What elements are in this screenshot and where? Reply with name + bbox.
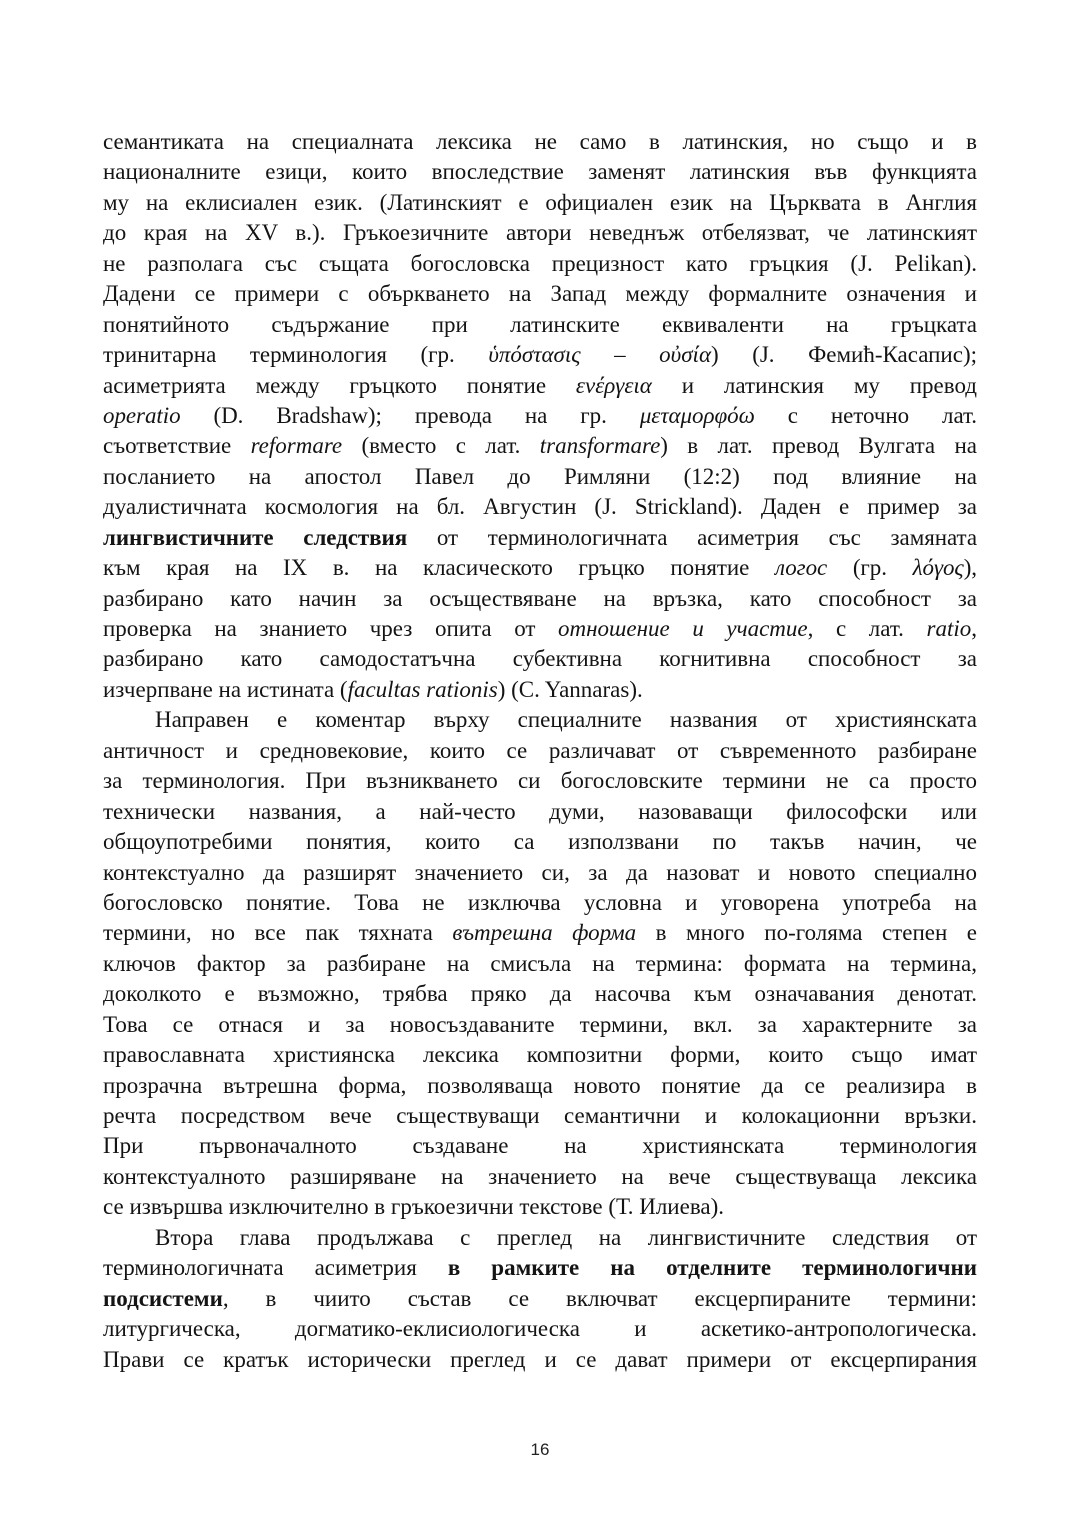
text-line [103, 736, 977, 766]
text-line [103, 766, 977, 796]
text-line [103, 797, 977, 827]
text-line [103, 1131, 977, 1161]
text-segment: семантиката на специалната лексика не само в латинския, но също и в [103, 129, 977, 154]
text-segment: ) (J. Фемић-Касапис); [711, 342, 977, 368]
text-segment: , с лат. [807, 616, 927, 641]
text-segment: античност и средновековие, които се различават от съвременното разбиране [103, 737, 977, 763]
italic-term: ὑπόστασις – οὐσία [488, 342, 712, 368]
text-line [103, 401, 977, 431]
text-segment: православната християнска лексика композитни форми, които също имат [103, 1042, 977, 1068]
text-segment: дуалистичната космология на бл. Августин (J. Strickland). Даден е пример за [103, 494, 977, 520]
italic-term: отношение и участие [558, 616, 808, 641]
text-line [103, 918, 977, 948]
text-segment: речта посредством вече съществуващи семантични и колокационни връзки. [103, 1103, 977, 1128]
bold-phrase: лингвистичните следствия [103, 524, 408, 550]
text-segment: ) (C. Yannaras). [497, 676, 643, 702]
text-line [103, 644, 977, 674]
body-text [103, 127, 977, 1375]
text-line [103, 1192, 977, 1222]
text-line [103, 1314, 977, 1344]
text-segment: се извършва изключително в гръкоезични текстове (Т. Илиева). [103, 1194, 724, 1220]
text-segment: богословско понятие. Това не изключва условна и уговорена употреба на [103, 889, 977, 915]
text-segment: посланието на апостол Павел до Римляни (12:2) под влияние на [103, 463, 977, 489]
italic-term: логос [774, 555, 828, 581]
text-line [103, 188, 977, 218]
text-segment: ключов фактор за разбиране на смисъла на термина: формата на термина, [103, 950, 977, 976]
text-line [103, 979, 977, 1009]
text-line [103, 1345, 977, 1375]
text-line [103, 371, 977, 401]
text-segment: Дадени се примери с объркването на Запад между формалните означения и [103, 281, 977, 307]
text-line [103, 279, 977, 309]
text-line [103, 218, 977, 248]
text-segment: прозрачна вътрешна форма, позволяваща новото понятие да се реализира в [103, 1072, 977, 1098]
italic-term: μεταμορφόω [639, 402, 755, 428]
text-line [103, 523, 977, 553]
text-line [103, 157, 977, 187]
text-line [103, 614, 977, 644]
text-segment: за терминология. При възникването си богословските термини не са просто [103, 768, 977, 794]
text-segment: Прави се кратък исторически преглед и се дават примери от ексцерпирания [103, 1346, 977, 1372]
text-line [103, 1101, 977, 1131]
text-segment: Втора глава продължава с преглед на лингвистичните следствия от [155, 1224, 977, 1250]
text-segment: тринитарна терминология (гр. [103, 342, 489, 368]
text-segment: Това се отнася и за новосъздаваните термини, вкл. за характерните за [103, 1011, 977, 1037]
text-segment: Направен е коментар върху специалните названия от християнската [155, 707, 977, 733]
text-segment: общоупотребими понятия, които са използвани по такъв начин, че [103, 829, 977, 855]
text-segment: асиметрията между гръцкото понятие [103, 372, 576, 398]
text-line [103, 1071, 977, 1101]
italic-term: reformare [250, 433, 343, 459]
text-segment: до края на XV в.). Гръкоезичните автори неведнъж отбелязват, че латинският [103, 220, 977, 246]
text-segment: проверка на знанието чрез опита от [103, 616, 559, 641]
text-line [103, 1223, 977, 1253]
italic-term: ενέργεια [575, 372, 652, 398]
text-segment: терминологичната асиметрия [103, 1255, 448, 1281]
text-segment: изчерпване на истината ( [103, 676, 348, 702]
text-line [103, 888, 977, 918]
text-segment: литургическа, догматико-еклисиологическа и аскетико-антропологическа. [103, 1316, 977, 1342]
text-segment: съответствие [103, 433, 251, 459]
text-line [103, 827, 977, 857]
text-segment: ), [963, 555, 978, 581]
text-segment: (вместо с лат. [342, 433, 540, 459]
text-segment: националните езици, които впоследствие заменят латинския във функцията [103, 159, 977, 185]
text-segment: разбирано като самодостатъчна субективна когнитивна способност за [103, 646, 977, 672]
text-line [103, 1010, 977, 1040]
text-segment: , в чиито състав се включват ексцерпираните термини: [222, 1285, 977, 1311]
text-line [103, 1040, 977, 1070]
text-line [103, 1162, 977, 1192]
text-segment: технически названия, а най-често думи, назоваващи философски или [103, 798, 977, 824]
text-segment: в много по-голяма степен е [636, 920, 977, 946]
text-line [103, 492, 977, 522]
italic-term: вътрешна форма [452, 920, 637, 946]
italic-term: ratio [926, 616, 972, 641]
text-line [103, 675, 977, 705]
text-segment: към края на IX в. на класическото гръцко понятие [103, 555, 775, 581]
text-line [103, 949, 977, 979]
text-segment: (гр. [827, 555, 913, 581]
text-segment: разбирано като начин за осъществяване на връзка, като способност за [103, 585, 977, 611]
italic-term: transformare [539, 433, 661, 459]
page-number: 16 [530, 1440, 550, 1459]
text-line [103, 431, 977, 461]
text-line [103, 340, 977, 370]
text-line [103, 584, 977, 614]
text-line [103, 858, 977, 888]
text-segment: от терминологичната асиметрия със замяната [407, 524, 977, 550]
text-line [103, 127, 977, 157]
text-line [103, 249, 977, 279]
bold-phrase: в рамките на отделните терминологични [447, 1255, 977, 1281]
text-line [103, 462, 977, 492]
text-line [103, 553, 977, 583]
text-segment: доколкото е възможно, трябва пряко да насочва към означавания денотат. [103, 981, 977, 1007]
text-segment: му на еклисиален език. (Латинският е официален език на Църквата в Англия [103, 189, 977, 215]
text-line [103, 1253, 977, 1283]
text-segment: контекстуалното разширяване на значението на вече съществуваща лексика [103, 1163, 977, 1189]
text-segment: с неточно лат. [754, 402, 977, 428]
text-line [103, 310, 977, 340]
italic-term: facultas rationis [347, 676, 498, 702]
text-segment: термини, но все пак тяхната [103, 920, 453, 946]
italic-term: operatio [103, 402, 181, 428]
text-segment: контекстуално да разширят значението си, за да назоват и новото специално [103, 859, 977, 885]
italic-term: λόγος [912, 555, 964, 581]
text-segment: и латинския му превод [651, 372, 977, 398]
text-segment: ) в лат. превод Вулгата на [660, 433, 977, 459]
text-segment: понятийното съдържание при латинските еквиваленти на гръцката [103, 311, 977, 337]
text-segment: (D. Bradshaw); превода на гр. [180, 402, 640, 428]
text-line [103, 1284, 977, 1314]
bold-phrase: подсистеми [103, 1285, 223, 1311]
text-line [103, 705, 977, 735]
text-segment: не разполага със същата богословска прецизност като гръцкия (J. Pelikan). [103, 250, 977, 276]
text-segment: , [971, 616, 977, 641]
text-segment: При първоначалното създаване на християнската терминология [103, 1133, 977, 1159]
